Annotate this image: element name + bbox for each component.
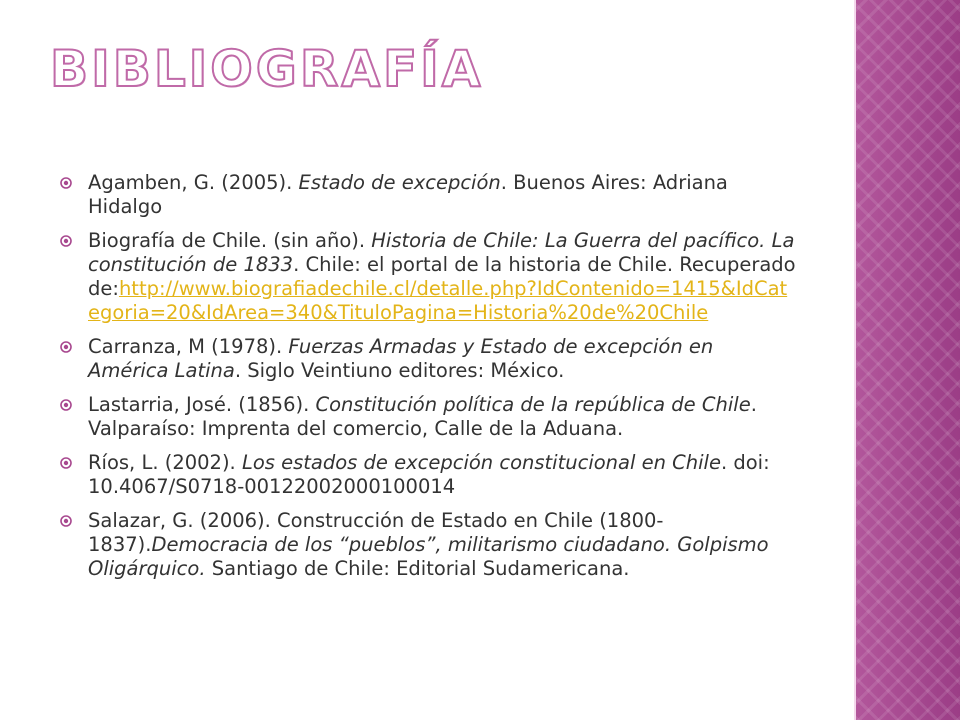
reference-item — [58, 393, 798, 441]
reference-item — [58, 509, 798, 581]
circle-target-icon — [60, 341, 72, 353]
reference-text: Biografía de Chile. (sin año). — [88, 229, 372, 252]
reference-title: Fuerzas Armadas y Estado de excepción en América Latina — [88, 335, 714, 382]
reference-text: Ríos, L. (2002). — [88, 451, 242, 474]
reference-text: Carranza, M (1978). — [88, 335, 289, 358]
reference-item — [58, 229, 798, 325]
reference-text: Salazar, G. (2006). Construcción de Estado en Chile (1800-1837). — [88, 509, 664, 556]
reference-text: . doi: 10.4067/S0718-00122002000100014 — [88, 451, 770, 498]
reference-text: . Buenos Aires: Adriana Hidalgo — [88, 171, 728, 218]
reference-text: Santiago de Chile: Editorial Sudamericana. — [205, 557, 630, 580]
reference-title: Constitución política de la república de Chile — [315, 393, 751, 416]
reference-item — [58, 451, 798, 499]
circle-target-icon — [60, 515, 72, 527]
reference-text: . Valparaíso: Imprenta del comercio, Calle de la Aduana. — [88, 393, 757, 440]
reference-title: Democracia de los “pueblos”, militarismo ciudadano. Golpismo Oligárquico. — [88, 533, 769, 580]
reference-title: Historia de Chile: La Guerra del pacífico. La constitución de 1833 — [88, 229, 795, 276]
reference-link[interactable]: http://www.biografiadechile.cl/detalle.php?IdContenido=1415&IdCategoria=20&IdArea=340&TituloPagina=Historia%20de%20Chile — [88, 277, 788, 324]
decorative-side-panel — [854, 0, 960, 720]
reference-text: Lastarria, José. (1856). — [88, 393, 316, 416]
bibliography-list — [58, 171, 798, 591]
circle-target-icon — [60, 399, 72, 411]
reference-text: Agamben, G. (2005). — [88, 171, 299, 194]
circle-target-icon — [60, 235, 72, 247]
reference-item — [58, 171, 798, 219]
reference-title: Estado de excepción — [298, 171, 501, 194]
circle-target-icon — [60, 177, 72, 189]
page-title: BIBLIOGRAFÍA — [50, 40, 484, 98]
reference-item — [58, 335, 798, 383]
reference-title: Los estados de excepción constitucional en Chile — [241, 451, 721, 474]
circle-target-icon — [60, 457, 72, 469]
reference-text: . Chile: el portal de la historia de Chile. Recuperado de: — [88, 253, 796, 300]
reference-text: . Siglo Veintiuno editores: México. — [234, 359, 565, 382]
